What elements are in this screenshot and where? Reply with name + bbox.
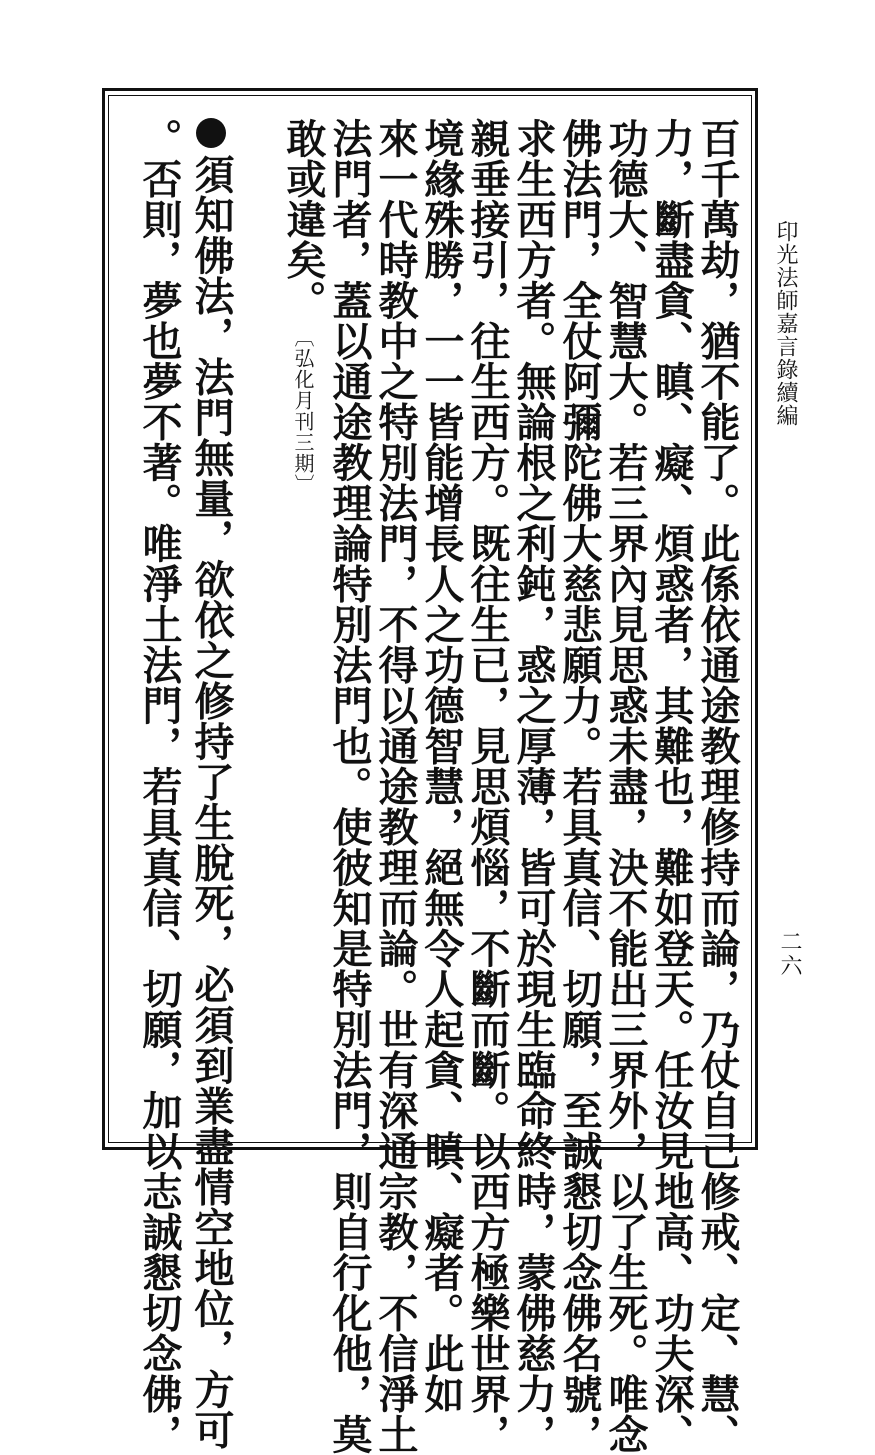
text-column-9: 法門者，蓋以通途教理論特別法門也。使彼知是特別法門，則自行化他，莫: [326, 118, 373, 1455]
page-number: 二六: [777, 930, 802, 978]
text-column-10-text: 敢或違矣。: [280, 118, 327, 321]
text-column-11-text: 須知佛法，法門無量，欲依之修持了生脫死，必須到業盡情空地位，方可: [188, 154, 235, 1450]
source-note: 〔弘化月刊三期〕: [291, 326, 315, 495]
filled-circle-bullet-icon: [196, 118, 226, 148]
main-text: [118, 118, 741, 1455]
text-column-5: 求生西方者。無論根之利鈍，惑之厚薄，皆可於現生臨命終時，蒙佛慈力，: [510, 118, 557, 1455]
text-column-3: 功德大、智慧大。若三界內見思惑未盡，決不能出三界外，以了生死。唯念: [602, 118, 649, 1455]
text-column-2: 力，斷盡貪、瞋、癡、煩惑者，其難也，難如登天。任汝見地高、功夫深、: [648, 118, 695, 1455]
text-column-4: 佛法門，全仗阿彌陀佛大慈悲願力。若具真信、切願，至誠懇切念佛名號，: [556, 118, 603, 1455]
book-title: 印光法師嘉言錄續編: [773, 220, 798, 427]
text-column-10: [280, 118, 326, 495]
text-column-1: 百千萬劫，猶不能了。此係依通途教理修持而論，乃仗自己修戒、定、慧、: [694, 118, 741, 1455]
text-column-8: 來一代時教中之特別法門，不得以通途教理而論。世有深通宗教，不信淨土: [372, 118, 419, 1455]
text-column-11: [188, 118, 234, 1450]
text-column-12: 。否則，夢也夢不著。唯淨土法門，若具真信、切願，加以志誠懇切念佛，: [136, 118, 183, 1455]
text-column-6: 親垂接引，往生西方。既往生已，見思煩惱，不斷而斷。以西方極樂世界，: [464, 118, 511, 1455]
text-column-7: 境緣殊勝，一一皆能增長人之功德智慧，絕無令人起貪、瞋、癡者。此如: [418, 118, 465, 1414]
